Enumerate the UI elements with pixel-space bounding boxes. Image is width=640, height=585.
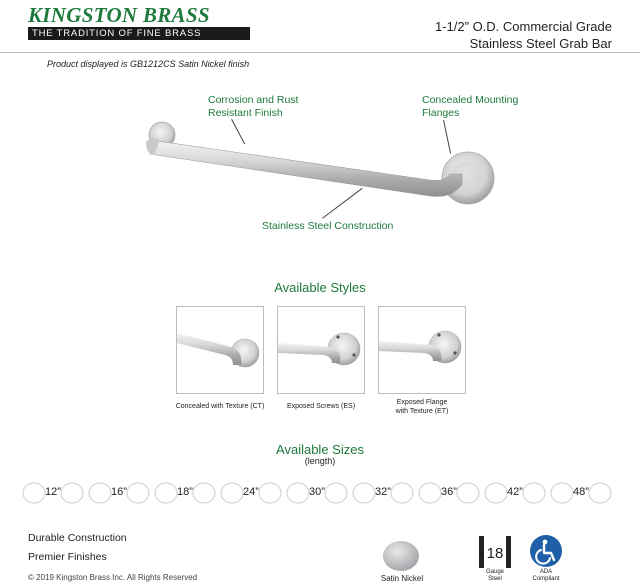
size-label: 36” bbox=[441, 486, 457, 498]
product-note: Product displayed is GB1212CS Satin Nickel finish bbox=[47, 59, 250, 69]
size-label: 30” bbox=[309, 486, 325, 498]
product-title bbox=[435, 18, 612, 52]
finish-label: Satin Nickel bbox=[380, 574, 424, 583]
callout-corrosion-line2: Resistant Finish bbox=[208, 107, 283, 119]
style-image-et bbox=[379, 307, 466, 394]
styles-heading: Available Styles bbox=[274, 280, 366, 295]
callout-corrosion bbox=[208, 94, 298, 120]
sizes-heading: Available Sizes bbox=[276, 442, 364, 457]
feature-durable: Durable Construction bbox=[28, 532, 127, 544]
feature-finishes: Premier Finishes bbox=[28, 551, 107, 563]
style-image-es bbox=[278, 307, 365, 394]
size-label: 12” bbox=[45, 486, 61, 498]
size-item bbox=[152, 479, 218, 507]
size-item bbox=[284, 479, 350, 507]
gauge-value: 18 bbox=[486, 545, 504, 562]
ada-label-line2: Compliant bbox=[532, 576, 560, 582]
brand-logo bbox=[28, 4, 250, 40]
gauge-label bbox=[475, 569, 515, 583]
callout-flanges-line1: Concealed Mounting bbox=[422, 94, 519, 106]
size-item bbox=[350, 479, 416, 507]
callout-flanges bbox=[422, 94, 518, 120]
product-title-line2: Stainless Steel Grab Bar bbox=[469, 36, 612, 51]
header-divider bbox=[0, 52, 640, 53]
ada-label-line1: ADA bbox=[539, 569, 553, 575]
size-label: 16” bbox=[111, 486, 127, 498]
size-item bbox=[20, 479, 86, 507]
gauge-steel-icon bbox=[479, 536, 511, 568]
brand-name: KINGSTON BRASS bbox=[28, 3, 210, 27]
size-label: 24” bbox=[243, 486, 259, 498]
sizes-list bbox=[20, 479, 620, 507]
size-item bbox=[548, 479, 614, 507]
style-label-es-line1: Exposed Screws (ES) bbox=[286, 403, 356, 410]
size-label: 42” bbox=[507, 486, 523, 498]
gauge-label-line1: Gauge bbox=[485, 569, 504, 575]
size-item bbox=[482, 479, 548, 507]
size-label: 32” bbox=[375, 486, 391, 498]
style-label-et-line1: Exposed Flange bbox=[396, 399, 448, 406]
style-card-es bbox=[277, 306, 365, 394]
style-image-ct bbox=[177, 307, 264, 394]
style-card-ct bbox=[176, 306, 264, 394]
finish-swatch-icon bbox=[382, 540, 420, 572]
callout-construction: Stainless Steel Construction bbox=[262, 220, 394, 232]
copyright: © 2019 Kingston Brass Inc. All Rights Reserved bbox=[28, 573, 198, 582]
callout-corrosion-line1: Corrosion and Rust bbox=[208, 94, 299, 106]
product-title-line1: 1-1/2” O.D. Commercial Grade bbox=[435, 19, 612, 34]
callout-flanges-line2: Flanges bbox=[422, 107, 460, 119]
ada-wheelchair-icon bbox=[530, 535, 562, 567]
grab-bar-image bbox=[0, 110, 640, 220]
style-label-ct-line1: Concealed with Texture (CT) bbox=[175, 403, 265, 410]
style-card-et bbox=[378, 306, 466, 394]
size-item bbox=[416, 479, 482, 507]
size-label: 48” bbox=[573, 486, 589, 498]
ada-label bbox=[523, 569, 569, 583]
sizes-subheading: (length) bbox=[304, 456, 336, 466]
size-item bbox=[86, 479, 152, 507]
brand-tagline: THE TRADITION OF FINE BRASS bbox=[28, 27, 250, 40]
style-label-et bbox=[362, 398, 482, 416]
style-label-et-line2: with Texture (ET) bbox=[395, 408, 449, 415]
size-label: 18” bbox=[177, 486, 193, 498]
gauge-label-line2: Steel bbox=[488, 576, 502, 582]
size-item bbox=[218, 479, 284, 507]
